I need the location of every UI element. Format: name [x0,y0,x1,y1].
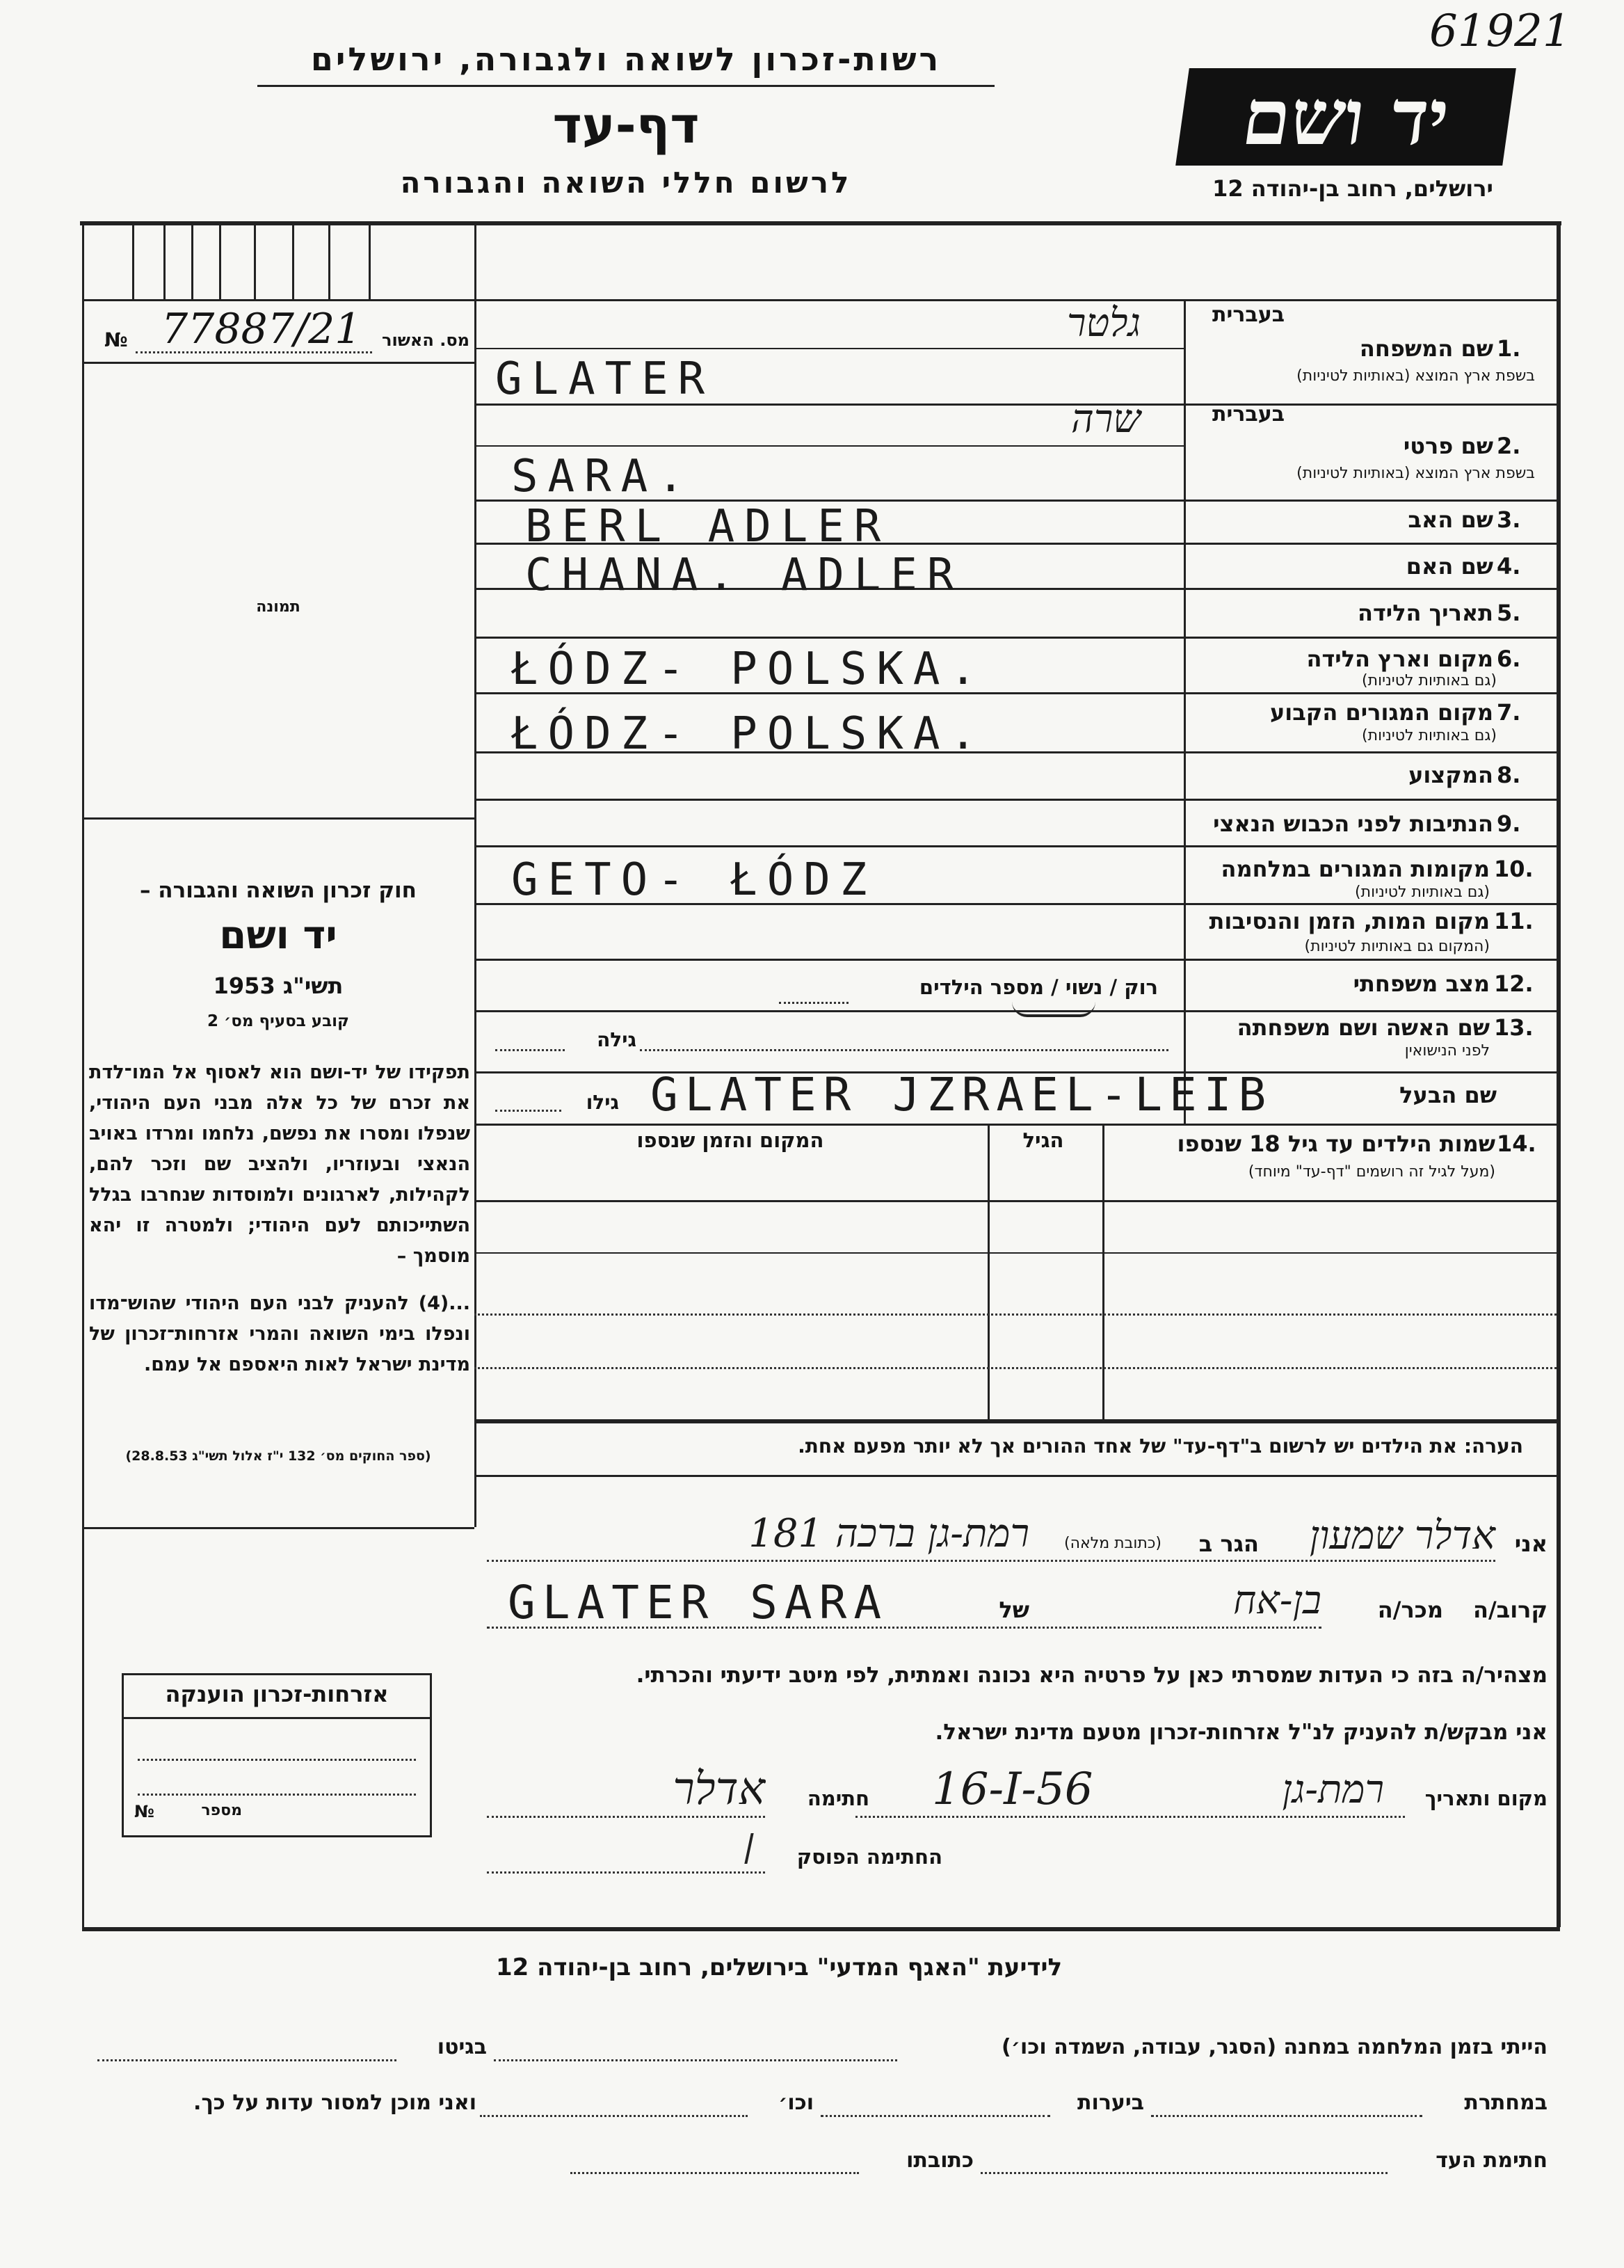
husband-age-line [495,1110,561,1112]
field-7-label: מקום המגורים הקבוע [1269,699,1493,726]
column-divider-left [474,223,476,1527]
strip-box-3 [191,223,193,299]
law-clause: קובע בסעיף מס׳ 2 [207,1012,349,1030]
row-line-8 [474,799,1557,801]
hebrew-label-2: בעברית [1212,402,1285,426]
field-9-number: 9. [1497,810,1521,837]
strip-box-6 [292,223,294,299]
f14-row-2 [474,1313,1557,1316]
field-2-number: 2. [1497,433,1521,459]
field-3-value: BERL ADLER [525,501,891,552]
field-14-note: (מעל לגיל זה רושמים "דף-עד" מיוחד) [1248,1163,1495,1181]
field-13-number: 13. [1494,1014,1534,1041]
strip-box-5 [254,223,256,299]
field-7-number: 7. [1497,699,1521,726]
field-4-number: 4. [1497,553,1521,580]
field-10-value: GETO- ŁÓDZ [511,854,877,906]
hebrew-label-1: בעברית [1212,303,1285,327]
citizenship-box [122,1673,432,1837]
husband-age-label: גילו [586,1091,619,1114]
law-source: (ספר החוקים מס׳ 132 י"ז אלול תשי"ג 28.8.53) [125,1448,431,1464]
photo-label: תמונה [256,598,300,616]
footer-line-2-blank-b [821,2115,1050,2117]
declaration-line-1 [487,1560,1495,1562]
footer-line-3-a: חתימת העד [1436,2148,1547,2173]
footer-line-1-tail [97,2059,396,2061]
footer-line-3-blank-b [570,2172,859,2174]
column-age-header: הגיל [1022,1128,1064,1152]
note-text: הערה: את הילדים יש לרשום ב"דף-עד" של אחד ההורים אך לא יותר מפעם אחת. [798,1435,1523,1458]
column-place-header: המקום והזמן שנספו [636,1128,824,1152]
strip-box-1 [132,223,134,299]
strip-line [83,299,1557,301]
field-10-note: (גם באותיות לטיניות) [1355,884,1490,901]
law-item-4: ...(4) להעניק לבני העם היהודי שהוש־מדו ונפלו בימי השואה והמרי אזרחות־זכרון של מדינת ישראל לאות היאספם אל עמם. [89,1293,470,1375]
approval-label: מס. האשור [382,330,469,350]
left-panel-bottom [83,1527,474,1529]
field-2-latin-value: SARA. [511,451,694,502]
footer-line-2-c: וכו׳ [778,2091,814,2115]
footer-title: לידיעת "האגף המדעי" בירושלים, רחוב בן-יהודה 12 [495,1954,1063,1981]
field-13-name-line [640,1049,1168,1051]
field-2-note: בשפת ארץ המוצא (באותיות לטיניות) [1296,465,1535,482]
approval-bottom [83,362,474,364]
form-title: דף-עד [552,96,700,154]
official-signature-label: החתימה הפוסק [796,1845,942,1869]
field-10-number: 10. [1494,856,1534,882]
address-note: (כתובת מלאה) [1064,1535,1161,1552]
footer-line-1-blank [494,2059,897,2061]
address: ירושלים, רחוב בן-יהודה 12 [1212,175,1493,202]
field-12-line [779,1002,849,1004]
authority-title: רשות-זכרון לשואה ולגבורה, ירושלים [310,40,942,78]
footer-line-2-b: ביערות [1077,2091,1144,2115]
field-12-label: מצב משפחתי [1353,971,1490,997]
row-line-9 [474,845,1557,847]
frame-right [1557,223,1561,1927]
document-number: 61921 [1429,6,1571,57]
field-6-value: ŁÓDZ- POLSKA. [511,644,986,695]
f14-divider-2 [1102,1124,1104,1419]
field-14-number: 14. [1497,1131,1536,1157]
field-7-note: (גם באותיות לטיניות) [1362,727,1497,744]
request-text: אני מבקש/ת להעניק לנ"ל אזרחות-זכרון מטעם מדינת ישראל. [935,1720,1547,1745]
citizenship-line-1 [138,1759,416,1761]
declarant-address: רמת-גן ברכה 181 [748,1511,1029,1556]
row-line-husband [474,1124,1557,1126]
f14-divider-1 [988,1124,990,1419]
signature-line [487,1816,765,1818]
footer-line-2-end: ואני מוכן למסור עדות על כך. [193,2091,476,2115]
field-8-label: המקצוע [1408,762,1493,788]
declaration-i-label: אני [1514,1531,1547,1557]
place-value: רמת-גן [1282,1767,1384,1812]
field-6-label: מקום וארץ הלידה [1306,646,1493,672]
footer-divider [82,1927,1560,1931]
deceased-name: GLATER SARA [508,1576,889,1629]
column-divider-labels [1184,299,1186,1124]
form-subtitle: לרשום חללי השואה והגבורה [400,166,852,200]
declarant-name: אדלר שמעון [1309,1513,1495,1558]
field-10-label: מקומות המגורים במלחמה [1221,856,1490,882]
law-name: יד ושם [219,913,337,958]
f14-row-head [474,1200,1557,1202]
footer-line-1: הייתי בזמן המלחמה במחנה (הסגר, עבודה, השמדה וכו׳) [1002,2035,1547,2059]
field-14-label: שמות הילדים עד גיל 18 שנספו [1177,1131,1495,1157]
f14-bottom [474,1419,1557,1423]
of-label: של [999,1597,1029,1623]
approval-no-mark: № [104,328,128,351]
field-1-latin-value: GLATER [495,353,715,405]
citizenship-number-label: מספר [201,1802,242,1819]
field-1-label: שם המשפחה [1359,335,1493,362]
relation-label: מכר/ה [1377,1597,1443,1623]
field-1-number: 1. [1497,335,1521,362]
field-1-hebrew-value: גלטר [1066,301,1141,346]
footer-line-3-blank-a [981,2172,1388,2174]
field-12-number: 12. [1494,971,1534,997]
approval-line [136,351,372,353]
citizenship-line-2 [138,1794,416,1796]
frame-top [80,221,1561,225]
field-5-label: תאריך הלידה [1357,600,1493,626]
row-line-11 [474,959,1557,961]
strip-box-7 [328,223,330,299]
field-6-number: 6. [1497,646,1521,672]
official-signature-line [487,1871,765,1874]
field-3-label: שם האב [1408,506,1493,533]
field-4-value: CHANA. ADLER [525,550,964,601]
signature-value: אדלר [673,1764,765,1815]
field-12-options: רוק / נשוי / מספר הילדים [919,975,1158,999]
field-2-hebrew-value: שרה [1071,397,1141,442]
field-6-note: (גם באותיות לטיניות) [1362,672,1497,689]
field-12-mark [1012,1002,1095,1017]
footer-line-3-b: כתובתו [906,2148,974,2173]
footer-line-1-end: בגיטו [437,2035,487,2059]
field-11-number: 11. [1494,908,1534,934]
approval-number: 77887/21 [161,305,362,353]
row-line-1a [474,348,1184,349]
field-13-label: שם האשה ושם משפחתה [1237,1014,1490,1041]
row-line-2a [474,445,1184,447]
footer-line-2-blank-a [1151,2115,1422,2117]
law-body: תפקידו של יד-ושם הוא לאסוף אל המו־לדת את זכרם של כל אלה מבני העם היהודי, שנפלו ומסרו את נפשם, נלחמו ומרדו באויב הנאצי ובעוזריו, ולהציב שם וזכר להם, לקהילות, לארגונים ולמוסדות שנחרבו בגלל השתייכותם לעם היהודי; ולמטרה זו יהא מוסמך – [89,1062,470,1267]
law-title: חוק זכרון השואה והגבורה – [140,878,417,903]
citizenship-title-line [124,1717,430,1719]
field-4-label: שם האם [1406,553,1493,580]
place-date-label: מקום ותאריך [1424,1787,1547,1810]
logo-text: יד ושם [1237,72,1455,162]
f14-row-3 [474,1367,1557,1369]
citizenship-no-mark: № [134,1802,154,1821]
citizenship-title: אזרחות-זכרון הוענקה [165,1681,389,1707]
footer-line-2-blank-c [480,2115,748,2117]
note-bottom [474,1475,1557,1477]
footer-line-2-a: במחתרת [1464,2091,1547,2115]
authority-underline [257,85,995,87]
statement-text: מצהיר/ה בזה כי העדות שמסרתי כאן על פרטיה היא נכונה ואמתית, לפי מיטב ידיעתי והכרתי. [636,1663,1547,1688]
field-13-note: לפני הנישואין [1404,1042,1490,1060]
declaration-line-2 [487,1627,1321,1629]
strip-box-2 [163,223,166,299]
residing-label: הגר ב [1198,1531,1259,1557]
strip-box-4 [219,223,221,299]
f14-row-1 [474,1252,1557,1254]
strip-box-8 [369,223,371,299]
relation-value: בן-אח [1233,1578,1321,1623]
field-3-number: 3. [1497,506,1521,533]
yad-vashem-logo [1175,68,1516,166]
field-9-label: הנתיבות לפני הכבוש הנאצי [1213,810,1493,837]
law-year: תשי"ג 1953 [213,973,344,999]
official-mark [716,1833,753,1864]
place-date-line [855,1816,1405,1818]
row-line-5 [474,637,1557,639]
field-7-value: ŁÓDZ- POLSKA. [511,708,986,760]
field-1-note: בשפת ארץ המוצא (באותיות לטיניות) [1296,367,1535,385]
field-11-label: מקום המות, הזמן והנסיבות [1209,908,1490,934]
field-11-note: (המקום גם באותיות לטיניות) [1304,938,1490,955]
frame-left [82,223,84,1927]
field-13-age-label: גילה [597,1028,636,1051]
signature-label: חתימה [807,1787,869,1810]
husband-value: GLATER JZRAEL-LEIB [650,1068,1273,1121]
field-5-number: 5. [1497,600,1521,626]
husband-label: שם הבעל [1399,1082,1497,1108]
field-8-number: 8. [1497,762,1521,788]
date-value: 16-I-56 [932,1764,1093,1815]
field-2-label: שם פרטי [1403,433,1493,459]
relative-label: קרוב/ה [1473,1597,1547,1623]
photo-bottom [83,817,474,820]
field-13-age-line [495,1049,565,1051]
